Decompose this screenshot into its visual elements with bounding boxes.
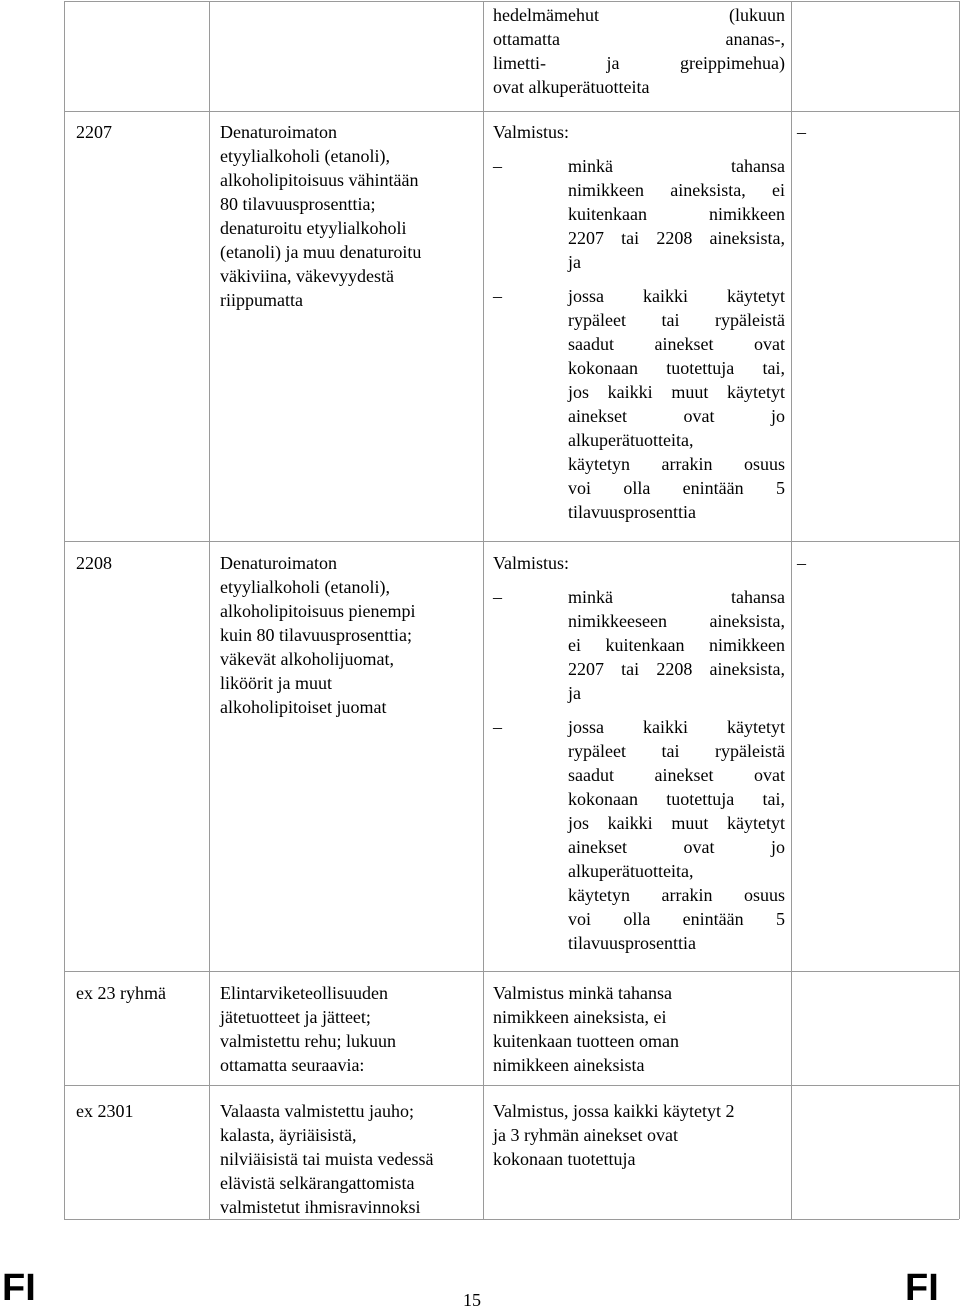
text-line: nimikkeen aineksista, ei — [568, 180, 785, 200]
text-line: tilavuusprosenttia — [568, 933, 696, 953]
page-number: 15 — [463, 1290, 481, 1310]
list-item — [493, 715, 785, 955]
description-cell — [220, 120, 482, 312]
text-line: minkä tahansa — [568, 587, 785, 607]
column-divider — [209, 1, 210, 1219]
row-divider — [64, 541, 959, 542]
working-cell — [493, 551, 785, 955]
text-line: kokonaan tuotettuja — [493, 1149, 636, 1169]
language-label-right: FI — [905, 1267, 939, 1309]
text-line: Denaturoimaton — [220, 553, 337, 573]
text-line: etyylialkoholi (etanoli), — [220, 577, 390, 597]
text-line: rypäleet tai rypäleistä — [568, 741, 785, 761]
text-line: minkä tahansa — [568, 156, 785, 176]
text-line: ainekset ovat jo — [568, 837, 785, 857]
text-line: denaturoitu etyylialkoholi — [220, 218, 407, 238]
text-line: 2207 tai 2208 aineksista, — [568, 228, 785, 248]
option-cell: – — [797, 122, 806, 142]
text-line: alkoholipitoisuus pienempi — [220, 601, 416, 621]
text-line: ainekset ovat jo — [568, 406, 785, 426]
heading-code: 2207 — [76, 122, 112, 142]
text-line: väkevät alkoholijuomat, — [220, 649, 394, 669]
language-label-left: FI — [2, 1267, 36, 1309]
text-line: Elintarviketeollisuuden — [220, 983, 388, 1003]
text-line: tilavuusprosenttia — [568, 502, 696, 522]
text-line: ottamatta ananas-, — [493, 29, 785, 49]
text-line: ja 3 ryhmän ainekset ovat — [493, 1125, 678, 1145]
working-label: Valmistus: — [493, 122, 570, 142]
text-line: 2207 tai 2208 aineksista, — [568, 659, 785, 679]
table-border-top — [64, 1, 959, 2]
working-label: Valmistus: — [493, 553, 570, 573]
list-item — [493, 284, 785, 524]
table-border-bottom — [64, 1219, 959, 1220]
working-cell — [493, 3, 785, 99]
text-line: rypäleet tai rypäleistä — [568, 310, 785, 330]
heading-code: 2208 — [76, 553, 112, 573]
text-line: alkoholipitoiset juomat — [220, 697, 387, 717]
text-line: väkiviina, väkevyydestä — [220, 266, 394, 286]
row-divider — [64, 971, 959, 972]
text-line: kokonaan tuotettuja tai, — [568, 358, 785, 378]
text-line: kuitenkaan tuotteen oman — [493, 1031, 679, 1051]
text-line: ja — [568, 683, 581, 703]
text-line: jos kaikki muut käytetyt — [568, 813, 785, 833]
text-line: alkuperätuotteita, — [568, 861, 694, 881]
text-line: (etanoli) ja muu denaturoitu — [220, 242, 422, 262]
text-line: käytetyn arrakin osuus — [568, 454, 785, 474]
text-line: limetti- ja greippimehua) — [493, 53, 785, 73]
dash-bullet: – — [493, 156, 502, 176]
text-line: voi olla enintään 5 — [568, 909, 785, 929]
description-cell — [220, 981, 482, 1077]
text-line: nilviäisistä tai muista vedessä — [220, 1149, 434, 1169]
text-line: nimikkeen aineksista, ei — [493, 1007, 667, 1027]
text-line: ei kuitenkaan nimikkeen — [568, 635, 785, 655]
text-line: 80 tilavuusprosenttia; — [220, 194, 376, 214]
text-line: nimikkeeseen aineksista, — [568, 611, 785, 631]
text-line: ja — [568, 252, 581, 272]
list-item — [493, 154, 785, 274]
text-line: jossa kaikki käytetyt — [568, 717, 785, 737]
text-line: jos kaikki muut käytetyt — [568, 382, 785, 402]
text-line: liköörit ja muut — [220, 673, 332, 693]
text-line: valmistettu rehu; lukuun — [220, 1031, 396, 1051]
text-line: kalasta, äyriäisistä, — [220, 1125, 357, 1145]
text-line: jätetuotteet ja jätteet; — [220, 1007, 371, 1027]
column-divider — [64, 1, 65, 1219]
column-divider — [791, 1, 792, 1219]
heading-code: ex 2301 — [76, 1101, 134, 1121]
dash-bullet: – — [493, 286, 502, 306]
text-line: riippumatta — [220, 290, 303, 310]
text-line: kokonaan tuotettuja tai, — [568, 789, 785, 809]
text-line: valmistetut ihmisravinnoksi — [220, 1197, 421, 1217]
list-item — [493, 585, 785, 705]
text-line: Valaasta valmistettu jauho; — [220, 1101, 414, 1121]
text-line: saadut ainekset ovat — [568, 765, 785, 785]
text-line: voi olla enintään 5 — [568, 478, 785, 498]
option-cell: – — [797, 553, 806, 573]
text-line: kuitenkaan nimikkeen — [568, 204, 785, 224]
text-line: ottamatta seuraavia: — [220, 1055, 365, 1075]
text-line: nimikkeen aineksista — [493, 1055, 645, 1075]
text-line: Valmistus minkä tahansa — [493, 983, 672, 1003]
text-line: Valmistus, jossa kaikki käytetyt 2 — [493, 1101, 735, 1121]
text-line: kuin 80 tilavuusprosenttia; — [220, 625, 412, 645]
text-line: alkoholipitoisuus vähintään — [220, 170, 419, 190]
text-line: elävistä selkärangattomista — [220, 1173, 415, 1193]
row-divider — [64, 111, 959, 112]
text-line: etyylialkoholi (etanoli), — [220, 146, 390, 166]
dash-bullet: – — [493, 717, 502, 737]
working-cell — [493, 120, 785, 524]
column-divider — [483, 1, 484, 1219]
text-line: jossa kaikki käytetyt — [568, 286, 785, 306]
text-line: hedelmämehut (lukuun — [493, 5, 785, 25]
text-line: Denaturoimaton — [220, 122, 337, 142]
row-divider — [64, 1085, 959, 1086]
working-cell — [493, 1099, 785, 1171]
text-line: alkuperätuotteita, — [568, 430, 694, 450]
description-cell — [220, 1099, 482, 1219]
dash-bullet: – — [493, 587, 502, 607]
working-cell — [493, 981, 785, 1077]
description-cell — [220, 551, 482, 719]
heading-code: ex 23 ryhmä — [76, 983, 166, 1003]
text-line: käytetyn arrakin osuus — [568, 885, 785, 905]
text-line: ovat alkuperätuotteita — [493, 77, 650, 97]
text-line: saadut ainekset ovat — [568, 334, 785, 354]
